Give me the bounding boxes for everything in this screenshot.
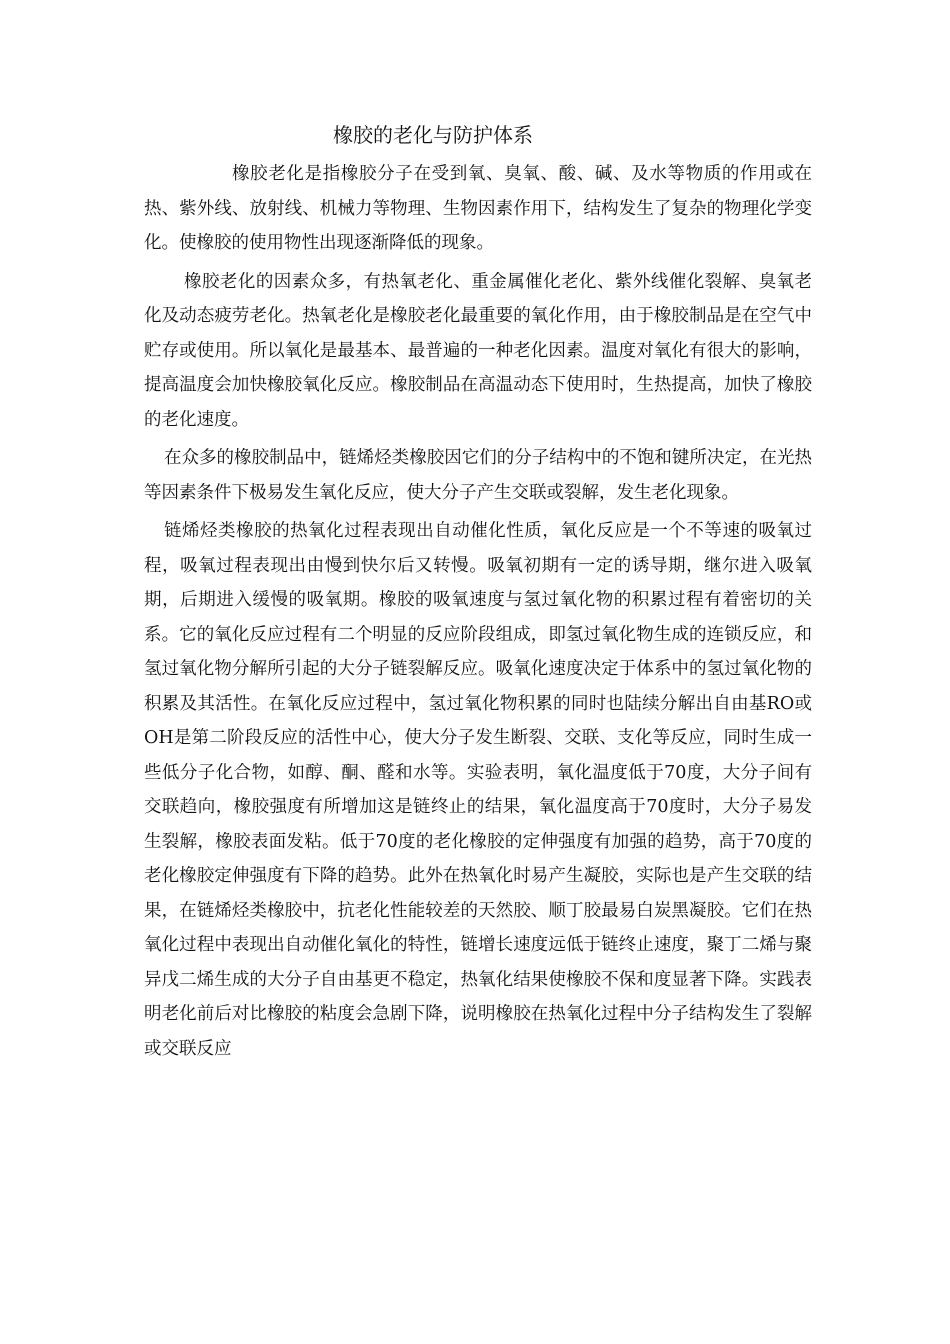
document-body [144,157,812,1066]
paragraph-olefin-rubber: 在众多的橡胶制品中，链烯烃类橡胶因它们的分子结构中的不饱和键所决定，在光热等因素条件下极易发生氧化反应，使大分子产生交联或裂解，发生老化现象。 [144,448,812,503]
document-title: 橡胶的老化与防护体系 [333,123,533,147]
paragraph-aging-definition: 橡胶老化是指橡胶分子在受到氧、臭氧、酸、碱、及水等物质的作用或在热、紫外线、放射线、机械力等物理、生物因素作用下，结构发生了复杂的物理化学变化。使橡胶的使用物性出现逐渐降低的现象。 [144,164,812,253]
paragraph-thermal-oxidation: 链烯烃类橡胶的热氧化过程表现出自动催化性质，氧化反应是一个不等速的吸氧过程，吸氧过程表现出由慢到快尔后又转慢。吸氧初期有一定的诱导期，继尔进入吸氧期，后期进入缓慢的吸氧期。橡胶的吸氧速度与氢过氧化物的积累过程有着密切的关系。它的氧化反应过程有二个明显的反应阶段组成，即氢过氧化物生成的连锁反应，和氢过氧化物分解所引起的大分子链裂解反应。吸氧化速度决定于体系中的氢过氧化物的积累及其活性。在氧化反应过程中，氢过氧化物积累的同时也陆续分解出自由基RO或OH是第二阶段反应的活性中心，使大分子发生断裂、交联、支化等反应，同时生成一些低分子化合物，如醇、酮、醛和水等。实验表明，氧化温度低于70度，大分子间有交联趋向，橡胶强度有所增加这是链终止的结果，氧化温度高于70度时，大分子易发生裂解，橡胶表面发粘。低于70度的老化橡胶的定伸强度有加强的趋势，高于70度的老化橡胶定伸强度有下降的趋势。此外在热氧化时易产生凝胶，实际也是产生交联的结果，在链烯烃类橡胶中，抗老化性能较差的天然胶、顺丁胶最易白炭黑凝胶。它们在热氧化过程中表现出自动催化氧化的特性，链增长速度远低于链终止速度，聚丁二烯与聚异戊二烯生成的大分子自由基更不稳定，热氧化结果使橡胶不保和度显著下降。实践表明老化前后对比橡胶的粘度会急剧下降，说明橡胶在热氧化过程中分子结构发生了裂解或交联反应 [144,521,812,1059]
paragraph-aging-factors: 橡胶老化的因素众多，有热氧老化、重金属催化老化、紫外线催化裂解、臭氧老化及动态疲劳老化。热氧老化是橡胶老化最重要的氧化作用，由于橡胶制品是在空气中贮存或使用。所以氧化是最基本、最普遍的一种老化因素。温度对氧化有很大的影响，提高温度会加快橡胶氧化反应。橡胶制品在高温动态下使用时，生热提高，加快了橡胶的老化速度。 [144,271,812,430]
